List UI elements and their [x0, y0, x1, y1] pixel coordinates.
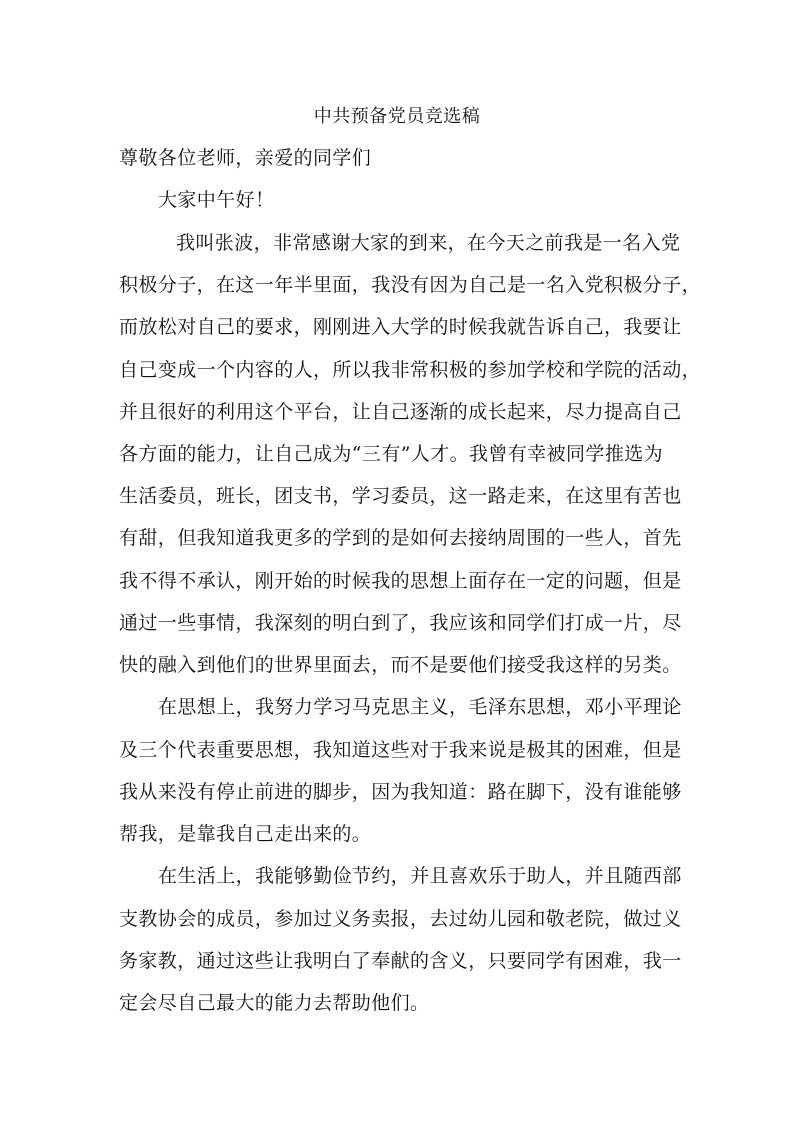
paragraph-3-line: 在生活上，我能够勤俭节约，并且喜欢乐于助人，并且随西部	[158, 865, 682, 887]
paragraph-1-line: 积极分子，在这一年半里面，我没有因为自己是一名入党积极分子，	[119, 274, 702, 296]
greeting: 大家中午好！	[158, 189, 275, 211]
paragraph-2-line: 在思想上，我努力学习马克思主义，毛泽东思想，邓小平理论	[158, 696, 682, 718]
document-title: 中共预备党员竞选稿	[313, 106, 481, 127]
paragraph-1-line: 生活委员，班长，团支书，学习委员，这一路走来，在这里有苦也	[119, 485, 682, 507]
paragraph-3-line: 支教协会的成员，参加过义务卖报，去过幼儿园和敬老院，做过义	[119, 908, 682, 930]
paragraph-1-line: 而放松对自己的要求，刚刚进入大学的时候我就告诉自己，我要让	[119, 316, 682, 338]
paragraph-1-line: 自己变成一个内容的人，所以我非常积极的参加学校和学院的活动，	[119, 359, 702, 381]
paragraph-1-line: 快的融入到他们的世界里面去，而不是要他们接受我这样的另类。	[119, 654, 682, 676]
paragraph-2-line: 帮我，是靠我自己走出来的。	[119, 823, 372, 845]
paragraph-2-line: 我从来没有停止前进的脚步，因为我知道：路在脚下，没有谁能够	[119, 781, 682, 803]
paragraph-3-line: 定会尽自己最大的能力去帮助他们。	[119, 992, 430, 1014]
paragraph-1-line: 并且很好的利用这个平台，让自己逐渐的成长起来，尽力提高自己	[119, 401, 682, 423]
paragraph-1-line: 有甜，但我知道我更多的学到的是如何去接纳周围的一些人，首先	[119, 527, 682, 549]
paragraph-1-line: 各方面的能力，让自己成为“三有”人才。我曾有幸被同学推选为	[119, 443, 664, 465]
salutation: 尊敬各位老师，亲爱的同学们	[119, 147, 372, 169]
paragraph-1-line: 我叫张波，非常感谢大家的到来，在今天之前我是一名入党	[176, 232, 681, 254]
paragraph-2-line: 及三个代表重要思想，我知道这些对于我来说是极其的困难，但是	[119, 739, 682, 761]
paragraph-1-line: 我不得不承认，刚开始的时候我的思想上面存在一定的问题，但是	[119, 570, 682, 592]
paragraph-1-line: 通过一些事情，我深刻的明白到了，我应该和同学们打成一片，尽	[119, 612, 682, 634]
paragraph-3-line: 务家教，通过这些让我明白了奉献的含义，只要同学有困难，我一	[119, 950, 682, 972]
